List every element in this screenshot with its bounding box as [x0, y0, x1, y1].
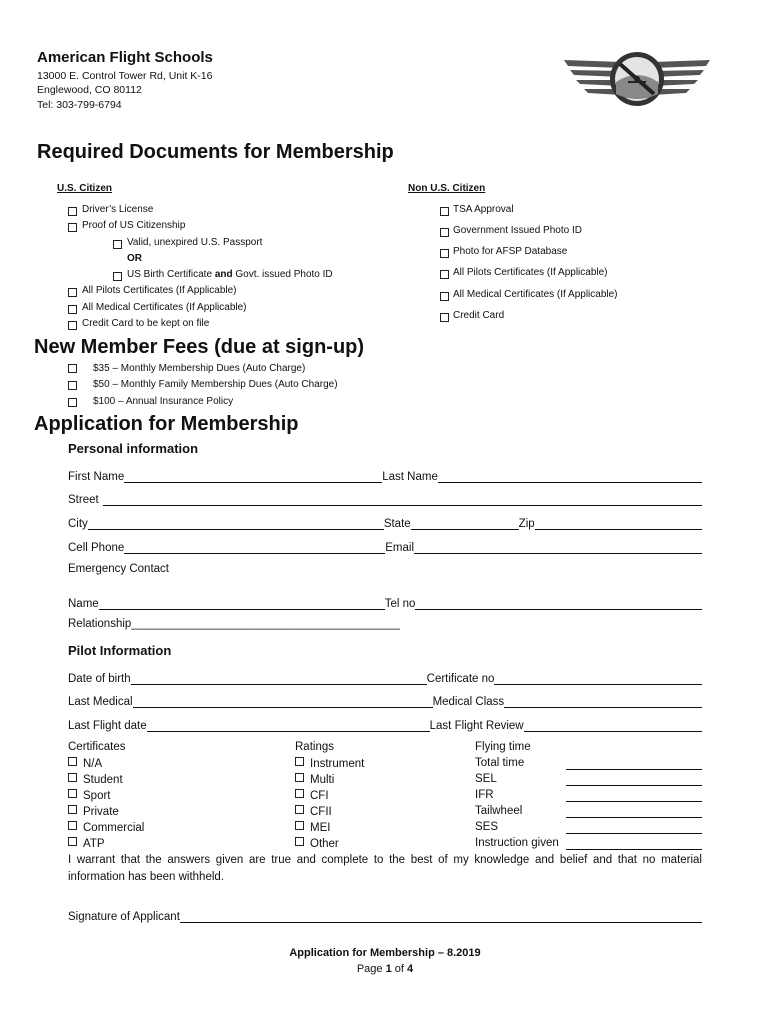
family-dues-checkbox[interactable] [68, 381, 77, 390]
tailwheel-label: Tailwheel [475, 805, 523, 817]
non-us-pilot-certificates-checkbox[interactable] [440, 270, 449, 279]
us-medical-certificates-label: All Medical Certificates (If Applicable) [82, 302, 247, 313]
state-label: State [383, 518, 411, 530]
afsp-photo-label: Photo for AFSP Database [453, 246, 568, 257]
relationship-label: Relationship [68, 618, 132, 630]
certificate-na[interactable]: N/A [68, 757, 102, 770]
first-name-label: First Name [68, 471, 125, 483]
non-us-medical-certificates-label: All Medical Certificates (If Applicable) [453, 289, 618, 300]
passport-checkbox[interactable] [113, 240, 122, 249]
sel-label: SEL [475, 773, 497, 785]
state-field[interactable] [411, 517, 519, 530]
us-pilot-certificates-checkbox[interactable] [68, 288, 77, 297]
sel-field[interactable] [566, 785, 702, 786]
total-time-label: Total time [475, 757, 525, 769]
certificate-student[interactable]: Student [68, 773, 123, 786]
certificate-atp[interactable]: ATP [68, 837, 105, 850]
checkbox-icon [295, 805, 304, 814]
city-field[interactable] [88, 517, 384, 530]
certificate-commercial[interactable]: Commercial [68, 821, 144, 834]
last-flight-date-field[interactable] [147, 719, 430, 732]
proof-of-citizenship-checkbox[interactable] [68, 223, 77, 232]
ifr-field[interactable] [566, 801, 702, 802]
us-medical-certificates-checkbox[interactable] [68, 305, 77, 314]
ratings-heading: Ratings [295, 741, 334, 753]
medical-class-field[interactable] [504, 695, 702, 708]
pilot-info-heading: Pilot Information [68, 643, 172, 658]
checkbox-icon [295, 773, 304, 782]
checkbox-icon [295, 757, 304, 766]
checkbox-icon [68, 837, 77, 846]
dob-field[interactable] [131, 672, 427, 685]
ifr-label: IFR [475, 789, 494, 801]
us-credit-card-checkbox[interactable] [68, 321, 77, 330]
family-dues-label: $50 – Monthly Family Membership Dues (Auto Charge) [93, 379, 338, 390]
org-phone: Tel: 303-799-6794 [37, 99, 122, 111]
email-label: Email [385, 542, 415, 554]
checkbox-icon [295, 821, 304, 830]
checkbox-icon [295, 789, 304, 798]
monthly-dues-checkbox[interactable] [68, 364, 77, 373]
certificate-sport[interactable]: Sport [68, 789, 111, 802]
checkbox-icon [68, 789, 77, 798]
zip-label: Zip [518, 518, 535, 530]
relationship-field[interactable] [68, 618, 400, 630]
emergency-name-field[interactable] [99, 597, 385, 610]
tsa-approval-label: TSA Approval [453, 204, 514, 215]
footer-title: Application for Membership – 8.2019 [289, 947, 481, 959]
non-us-medical-certificates-checkbox[interactable] [440, 292, 449, 301]
emergency-name-label: Name [68, 598, 99, 610]
first-name-field[interactable] [124, 470, 382, 483]
rating-multi[interactable]: Multi [295, 773, 334, 786]
us-pilot-certificates-label: All Pilots Certificates (If Applicable) [82, 285, 237, 296]
medical-class-label: Medical Class [432, 696, 505, 708]
rating-other[interactable]: Other [295, 837, 339, 850]
member-fees-title: New Member Fees (due at sign-up) [34, 336, 365, 358]
emergency-tel-field[interactable] [415, 597, 702, 610]
last-flight-review-label: Last Flight Review [429, 720, 524, 732]
rating-instrument[interactable]: Instrument [295, 757, 364, 770]
drivers-license-checkbox[interactable] [68, 207, 77, 216]
winged-propeller-logo-icon [562, 46, 712, 116]
email-field[interactable] [414, 541, 702, 554]
required-documents-title: Required Documents for Membership [37, 141, 394, 163]
tailwheel-field[interactable] [566, 817, 702, 818]
checkbox-icon [295, 837, 304, 846]
city-label: City [68, 518, 88, 530]
street-field[interactable] [103, 493, 702, 506]
non-us-pilot-certificates-label: All Pilots Certificates (If Applicable) [453, 267, 608, 278]
relationship-line: __________________________________________ [131, 618, 400, 630]
insurance-label: $100 – Annual Insurance Policy [93, 396, 234, 407]
last-name-field[interactable] [438, 470, 702, 483]
application-title: Application for Membership [34, 413, 299, 435]
checkbox-icon [68, 757, 77, 766]
checkbox-icon [68, 805, 77, 814]
signature-field[interactable] [180, 910, 702, 923]
certificate-no-field[interactable] [494, 672, 702, 685]
rating-cfi[interactable]: CFI [295, 789, 329, 802]
cell-phone-label: Cell Phone [68, 542, 125, 554]
govt-photo-id-checkbox[interactable] [440, 228, 449, 237]
certificate-no-label: Certificate no [426, 673, 495, 685]
emergency-contact-label: Emergency Contact [68, 563, 169, 575]
drivers-license-label: Driver’s License [82, 204, 154, 215]
passport-label: Valid, unexpired U.S. Passport [127, 237, 263, 248]
birth-certificate-checkbox[interactable] [113, 272, 122, 281]
non-us-credit-card-checkbox[interactable] [440, 313, 449, 322]
rating-mei[interactable]: MEI [295, 821, 330, 834]
tsa-approval-checkbox[interactable] [440, 207, 449, 216]
us-credit-card-label: Credit Card to be kept on file [82, 318, 210, 329]
flying-time-heading: Flying time [475, 741, 531, 753]
proof-of-citizenship-label: Proof of US Citizenship [82, 220, 186, 231]
total-time-field[interactable] [566, 769, 702, 770]
last-flight-date-label: Last Flight date [68, 720, 147, 732]
checkbox-icon [68, 773, 77, 782]
last-medical-label: Last Medical [68, 696, 133, 708]
instruction-given-label: Instruction given [475, 837, 559, 849]
last-flight-review-field[interactable] [524, 719, 702, 732]
zip-field[interactable] [535, 517, 702, 530]
cell-phone-field[interactable] [124, 541, 385, 554]
warranty-statement: I warrant that the answers given are true and complete to the best of my knowledge and belief and that no material information has been withheld. [68, 854, 702, 883]
non-us-citizen-heading: Non U.S. Citizen [408, 183, 486, 194]
afsp-photo-checkbox[interactable] [440, 249, 449, 258]
street-label: Street [68, 494, 99, 506]
instruction-given-field[interactable] [566, 849, 702, 850]
emergency-tel-label: Tel no [384, 598, 416, 610]
signature-label: Signature of Applicant [68, 911, 180, 923]
non-us-credit-card-label: Credit Card [453, 310, 505, 321]
certificates-heading: Certificates [68, 741, 126, 753]
last-medical-field[interactable] [133, 695, 433, 708]
insurance-checkbox[interactable] [68, 398, 77, 407]
checkbox-icon [68, 821, 77, 830]
us-citizen-heading: U.S. Citizen [57, 183, 113, 194]
or-label: OR [127, 253, 142, 264]
org-address-line1: 13000 E. Control Tower Rd, Unit K-16 [37, 70, 213, 82]
ses-label: SES [475, 821, 499, 833]
certificate-private[interactable]: Private [68, 805, 119, 818]
last-name-label: Last Name [382, 471, 438, 483]
monthly-dues-label: $35 – Monthly Membership Dues (Auto Charge) [93, 363, 306, 374]
personal-info-heading: Personal information [68, 441, 199, 456]
dob-label: Date of birth [68, 673, 131, 685]
rating-cfii[interactable]: CFII [295, 805, 332, 818]
org-name: American Flight Schools [37, 49, 213, 66]
govt-photo-id-label: Government Issued Photo ID [453, 225, 582, 236]
birth-certificate-label: US Birth Certificate and Govt. issued Photo ID [127, 269, 333, 280]
page-number: Page 1 of 4 [356, 963, 414, 975]
ses-field[interactable] [566, 833, 702, 834]
org-address-line2: Englewood, CO 80112 [37, 84, 142, 96]
